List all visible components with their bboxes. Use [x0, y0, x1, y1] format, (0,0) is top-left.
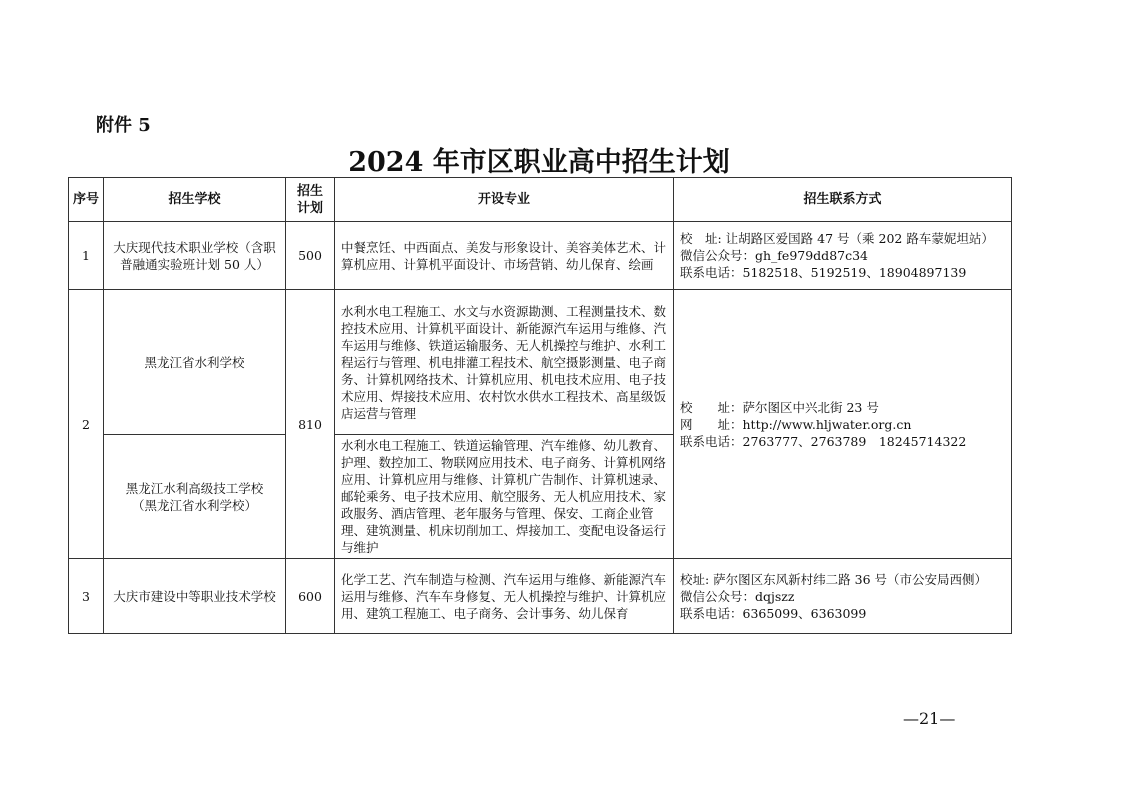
- row-contact: [674, 222, 1012, 290]
- school-name: 黑龙江水利高级技工学校: [125, 480, 264, 496]
- header-contact: 招生联系方式: [674, 178, 1012, 222]
- header-school: 招生学校: [104, 178, 286, 222]
- page-number: —21—: [903, 709, 956, 728]
- contact-phone: 联系电话：5182518、5192519、18904897139: [680, 265, 967, 280]
- header-quota-line1: 招生: [296, 183, 323, 199]
- contact-address: 校 址: 让胡路区爱国路 47 号（乘 202 路车蒙妮坦站）: [680, 231, 994, 246]
- header-majors: 开设专业: [335, 178, 674, 222]
- row-quota: 500: [286, 222, 335, 290]
- enrollment-plan-table: [68, 177, 1012, 634]
- contact-phone: 联系电话：2763777、2763789 18245714322: [680, 433, 967, 449]
- attachment-label: 附件 5: [96, 115, 151, 136]
- header-quota-line2: 计划: [296, 200, 323, 216]
- row-contact: [674, 559, 1012, 634]
- row-contact: [674, 290, 1012, 559]
- contact-website: 网 址：http://www.hljwater.org.cn: [680, 416, 912, 432]
- header-no: 序号: [69, 178, 104, 222]
- row-school: 大庆现代技术职业学校（含职普融通实验班计划 50 人）: [104, 222, 286, 290]
- school-alias: （黑龙江省水利学校）: [131, 497, 257, 513]
- table-row: [69, 290, 1012, 435]
- row-no: 3: [69, 559, 104, 634]
- row-school: 大庆市建设中等职业技术学校: [104, 559, 286, 634]
- contact-wechat: 微信公众号：dqjszz: [680, 588, 795, 604]
- row-school: [104, 435, 286, 559]
- contact-address: 校 址：萨尔图区中兴北街 23 号: [680, 399, 879, 415]
- row-quota: 600: [286, 559, 335, 634]
- table-header-row: [69, 178, 1012, 222]
- contact-wechat: 微信公众号：gh_fe979dd87c34: [680, 248, 869, 263]
- row-majors: 化学工艺、汽车制造与检测、汽车运用与维修、新能源汽车运用与维修、汽车车身修复、无人机操控与维护、计算机应用、建筑工程施工、电子商务、会计事务、幼儿保育: [335, 559, 674, 634]
- row-school: 黑龙江省水利学校: [104, 290, 286, 435]
- row-majors: 中餐烹饪、中西面点、美发与形象设计、美容美体艺术、计算机应用、计算机平面设计、市场营销、幼儿保育、绘画: [335, 222, 674, 290]
- contact-phone: 联系电话：6365099、6363099: [680, 605, 867, 621]
- header-quota: [286, 178, 335, 222]
- row-majors: 水利水电工程施工、水文与水资源勘测、工程测量技术、数控技术应用、计算机平面设计、新能源汽车运用与维修、汽车运用与维修、铁道运输服务、无人机操控与维护、水利工程运行与管理、机电排灌工程技术、航空摄影测量、电子商务、计算机网络技术、计算机应用、机电技术应用、电子技术应用、焊接技术应用、农村饮水供水工程技术、高星级饭店运营与管理: [335, 290, 674, 435]
- table-row: [69, 559, 1012, 634]
- row-no: 2: [69, 290, 104, 559]
- row-quota: 810: [286, 290, 335, 559]
- row-majors: 水利水电工程施工、铁道运输管理、汽车维修、幼儿教育、护理、数控加工、物联网应用技术、电子商务、计算机网络应用、计算机应用与维修、计算机广告制作、计算机速录、邮轮乘务、电子技术应用、航空服务、无人机应用技术、家政服务、酒店管理、老年服务与管理、保安、工商企业管理、建筑测量、机床切削加工、焊接加工、变配电设备运行与维护: [335, 435, 674, 559]
- contact-address: 校址: 萨尔图区东风新村纬二路 36 号（市公安局西侧）: [680, 571, 988, 587]
- table-row: [69, 222, 1012, 290]
- page-title: 2024 年市区职业高中招生计划: [348, 147, 730, 178]
- row-no: 1: [69, 222, 104, 290]
